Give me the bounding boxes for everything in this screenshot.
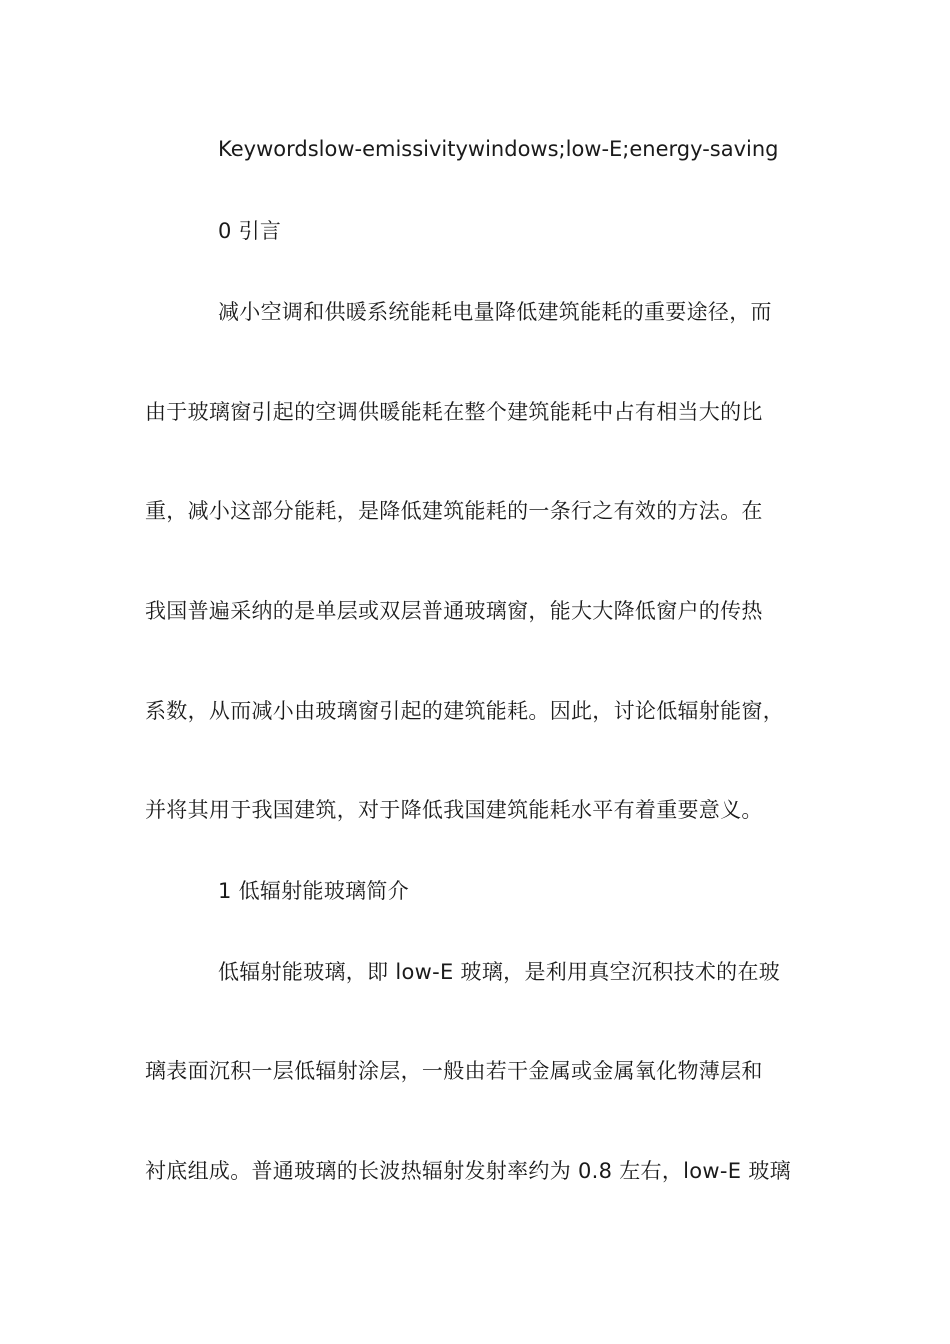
paragraph-line: 低辐射能玻璃，即 low-E 玻璃，是利用真空沉积技术的在玻: [218, 960, 781, 984]
keywords-line: Keywordslow-emissivitywindows;low-E;energy-saving: [218, 137, 779, 161]
paragraph-line: 我国普遍采纳的是单层或双层普通玻璃窗，能大大降低窗户的传热: [145, 599, 763, 623]
paragraph-line: 并将其用于我国建筑，对于降低我国建筑能耗水平有着重要意义。: [145, 798, 763, 822]
paragraph-line: 璃表面沉积一层低辐射涂层，一般由若干金属或金属氧化物薄层和: [145, 1059, 763, 1083]
paragraph-line: 衬底组成。普通玻璃的长波热辐射发射率约为 0.8 左右，low-E 玻璃: [145, 1159, 791, 1183]
section-0-heading: 0 引言: [218, 219, 282, 243]
section-1-heading: 1 低辐射能玻璃简介: [218, 879, 410, 903]
paragraph-line: 系数，从而减小由玻璃窗引起的建筑能耗。因此，讨论低辐射能窗，: [145, 699, 784, 723]
paragraph-line: 减小空调和供暖系统能耗电量降低建筑能耗的重要途径，而: [218, 300, 772, 324]
paragraph-line: 重，减小这部分能耗，是降低建筑能耗的一条行之有效的方法。在: [145, 499, 763, 523]
paragraph-line: 由于玻璃窗引起的空调供暖能耗在整个建筑能耗中占有相当大的比: [145, 400, 763, 424]
